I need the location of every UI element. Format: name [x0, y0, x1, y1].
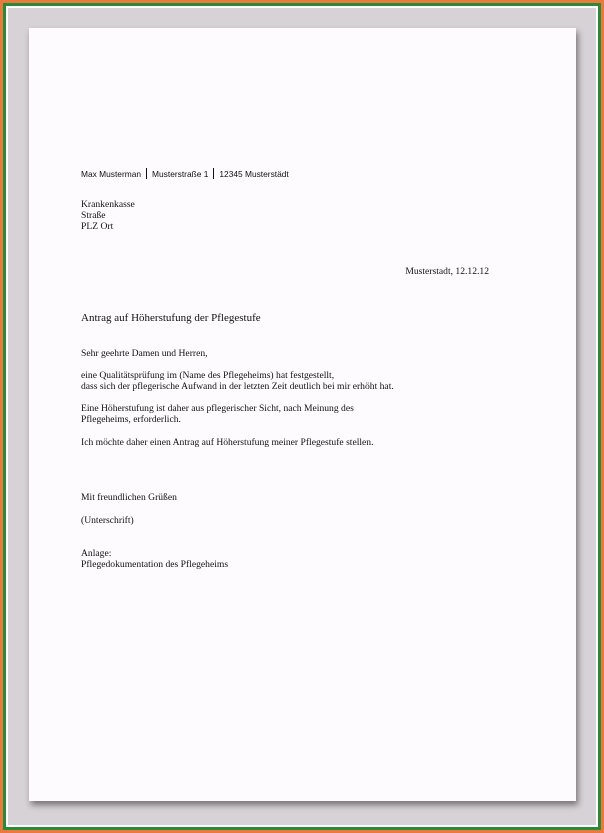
attachment-label: Anlage: — [81, 548, 112, 559]
attachment-item: Pflegedokumentation des Pflegeheims — [81, 559, 229, 570]
recipient-line-1: Krankenkasse — [81, 199, 135, 210]
paragraph-1-line-1: eine Qualitätsprüfung im (Name des Pflegeheims) hat festgestellt, — [81, 370, 335, 381]
recipient-line-3: PLZ Ort — [81, 221, 114, 232]
signature-placeholder: (Unterschrift) — [81, 515, 134, 526]
sender-street: Musterstraße 1 — [152, 168, 209, 179]
paragraph-3: Ich möchte daher einen Antrag auf Höherstufung meiner Pflegestufe stellen. — [81, 437, 374, 448]
sender-separator — [146, 168, 147, 179]
sender-separator — [213, 168, 214, 179]
paragraph-1-line-2: dass sich der pflegerische Aufwand in der letzten Zeit deutlich bei mir erhöht hat. — [81, 381, 394, 392]
letter-page — [29, 28, 576, 801]
paragraph-2-line-1: Eine Höherstufung ist daher aus pflegerischer Sicht, nach Meinung des — [81, 403, 354, 414]
sender-name: Max Musterman — [81, 168, 142, 179]
sender-city: 12345 Musterstädt — [219, 168, 289, 179]
closing: Mit freundlichen Grüßen — [81, 492, 177, 503]
letter-date: Musterstadt, 12.12.12 — [405, 266, 489, 277]
sender-line — [81, 168, 289, 179]
letter-subject: Antrag auf Höherstufung der Pflegestufe — [81, 312, 261, 324]
recipient-line-2: Straße — [81, 210, 106, 221]
salutation: Sehr geehrte Damen und Herren, — [81, 348, 208, 359]
paragraph-2-line-2: Pflegeheims, erforderlich. — [81, 414, 181, 425]
